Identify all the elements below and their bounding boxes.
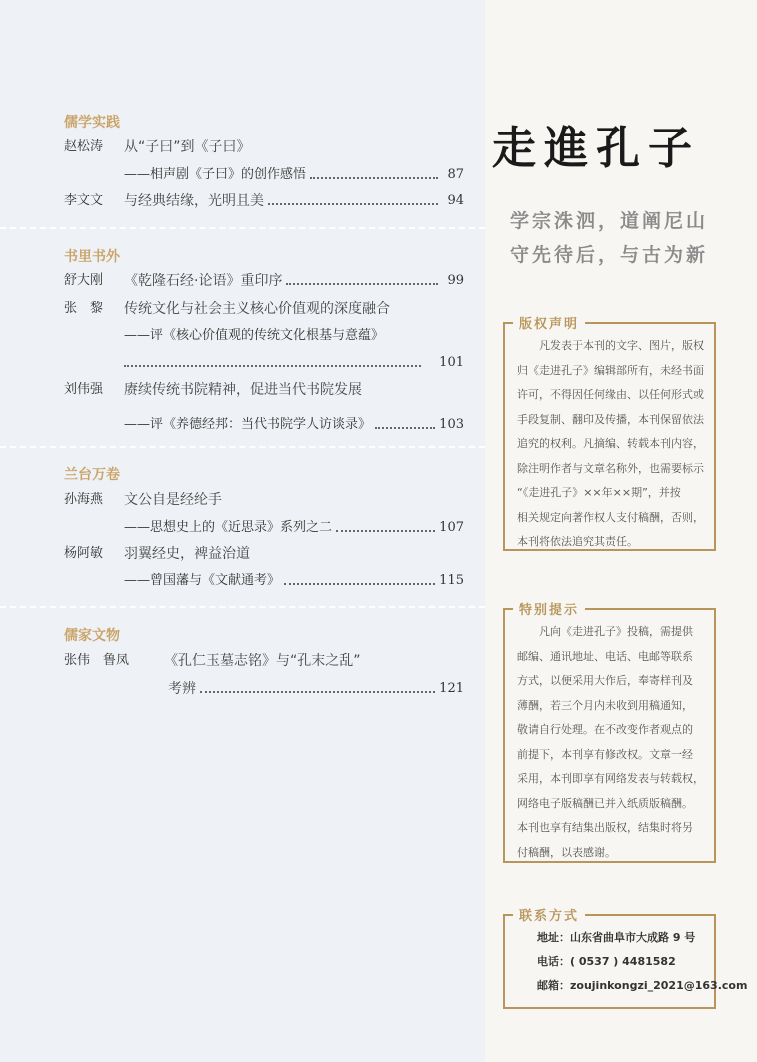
author: 刘伟强	[64, 382, 104, 397]
author: 舒大刚	[64, 273, 104, 288]
toc-entry[interactable]	[64, 353, 464, 373]
article-title: 传统文化与社会主义核心价值观的深度融合	[124, 301, 390, 317]
notice-box	[503, 603, 716, 863]
notice-text-line: 邮编、通讯地址、电话、电邮等联系	[517, 649, 693, 663]
notice-text-line: 敬请自行处理。在不改变作者观点的	[517, 723, 693, 736]
section-heading: 兰台万卷	[64, 467, 120, 483]
dot-leader	[124, 365, 421, 367]
section-heading: 儒学实践	[64, 115, 120, 131]
copyright-text-line: 本刊将依法追究其责任。	[517, 535, 638, 548]
toc-entry[interactable]	[64, 165, 464, 185]
dot-leader	[375, 427, 435, 429]
section-divider	[0, 606, 485, 608]
notice-text-line: 方式，以便采用大作后，奉寄样刊及	[517, 674, 693, 687]
article-subtitle: ——评《核心价值观的传统文化根基与意蕴》	[124, 328, 385, 343]
toc-entry[interactable]	[64, 299, 464, 319]
notice-text-line: 凡向《走进孔子》投稿，需提供	[539, 625, 693, 638]
toc-entry[interactable]	[64, 380, 464, 400]
article-subtitle: ——相声剧《子曰》的创作感悟	[124, 167, 307, 182]
slogan: 守先待后，与古为新	[510, 244, 709, 266]
page-number: 121	[439, 681, 464, 696]
copyright-text-line: 归《走进孔子》编辑部所有，未经书面	[517, 363, 704, 377]
box-heading: 版权声明	[513, 313, 585, 332]
dot-leader	[310, 177, 438, 179]
article-title: 文公自是经纶手	[124, 492, 222, 508]
author: 杨阿敏	[64, 546, 104, 561]
dot-leader	[286, 283, 438, 285]
section-heading: 儒家文物	[64, 628, 120, 644]
notice-text-line: 本刊也享有结集出版权，结集时将另	[517, 821, 693, 834]
page-number: 99	[447, 273, 464, 288]
box-heading: 特别提示	[513, 599, 585, 618]
toc-entry[interactable]	[64, 544, 464, 564]
section-heading: 书里书外	[64, 249, 120, 265]
copyright-text-line: 手段复制、翻印及传播，本刊保留依法	[517, 412, 704, 426]
copyright-text-line: 相关规定向著作权人支付稿酬，否则，	[517, 510, 704, 524]
box-heading: 联系方式	[513, 905, 585, 924]
article-title: 赓续传统书院精神，促进当代书院发展	[124, 382, 362, 398]
page-number: 94	[447, 193, 464, 208]
toc-entry[interactable]	[64, 326, 464, 346]
toc-entry[interactable]	[64, 518, 464, 538]
author: 张 黎	[64, 301, 104, 316]
article-title: 羽翼经史，裨益治道	[124, 546, 250, 562]
contact-phone: 电话：( 0537 ) 4481582	[537, 955, 676, 968]
page-number: 107	[439, 520, 464, 535]
contact-box	[503, 909, 748, 1009]
author: 赵松涛	[64, 139, 104, 154]
article-title: 从“子曰”到《子曰》	[124, 139, 251, 155]
article-title: 与经典结缘，光明且美	[124, 193, 264, 209]
page-number: 101	[439, 355, 464, 370]
article-title: 考辨	[168, 681, 196, 697]
notice-text-line: 薄酬，若三个月内未收到用稿通知，	[517, 698, 693, 712]
copyright-text-line: 除注明作者与文章名称外，也需要标示	[517, 461, 704, 475]
toc-entry[interactable]	[64, 415, 464, 435]
section-divider	[0, 227, 485, 229]
notice-text-line: 采用，本刊即享有网络发表与转载权，	[517, 772, 704, 785]
slogan: 学宗洙泗，道阐尼山	[510, 210, 709, 232]
notice-text-line: 付稿酬，以表感谢。	[517, 845, 616, 859]
copyright-box	[503, 317, 716, 551]
page-number: 115	[439, 573, 464, 588]
page-number: 87	[447, 167, 464, 182]
dot-leader	[268, 203, 438, 205]
toc-entry[interactable]	[64, 271, 464, 291]
author: 张伟 鲁凤	[64, 653, 130, 668]
article-title: 《乾隆石经·论语》重印序	[124, 273, 283, 289]
notice-text-line: 前提下，本刊享有修改权。文章一经	[517, 747, 693, 761]
copyright-text-line: “《走进孔子》××年××期”，并按	[517, 486, 681, 499]
article-title: 《孔仁玉墓志铭》与“孔末之乱”	[164, 653, 361, 669]
article-subtitle: ——曾国藩与《文献通考》	[124, 573, 281, 588]
toc-entry[interactable]	[64, 490, 464, 510]
contact-address: 地址：山东省曲阜市大成路 9 号	[537, 931, 696, 944]
toc-entry[interactable]	[64, 571, 464, 591]
dot-leader	[336, 530, 435, 532]
page-number: 103	[439, 417, 464, 432]
copyright-text-line: 凡发表于本刊的文字、图片，版权	[539, 339, 704, 352]
magazine-logo: 走進孔子	[492, 123, 700, 174]
contact-email[interactable]: 邮箱：zoujinkongzi_2021@163.com	[537, 979, 748, 992]
copyright-text-line: 许可，不得因任何缘由、以任何形式或	[517, 388, 704, 401]
author: 李文文	[64, 193, 104, 208]
copyright-text-line: 追究的权利。凡摘编、转载本刊内容，	[517, 437, 704, 450]
toc-entry[interactable]	[64, 191, 464, 211]
toc-entry[interactable]	[64, 679, 464, 699]
toc-entry[interactable]	[64, 651, 464, 671]
toc-entry[interactable]	[64, 137, 464, 157]
article-subtitle: ——评《养德经邦：当代书院学人访谈录》	[124, 417, 372, 432]
author: 孙海燕	[64, 492, 104, 507]
dot-leader	[200, 691, 435, 693]
dot-leader	[284, 583, 435, 585]
section-divider	[0, 446, 485, 448]
article-subtitle: ——思想史上的《近思录》系列之二	[124, 520, 333, 535]
notice-text-line: 网络电子版稿酬已并入纸质版稿酬。	[517, 796, 693, 810]
